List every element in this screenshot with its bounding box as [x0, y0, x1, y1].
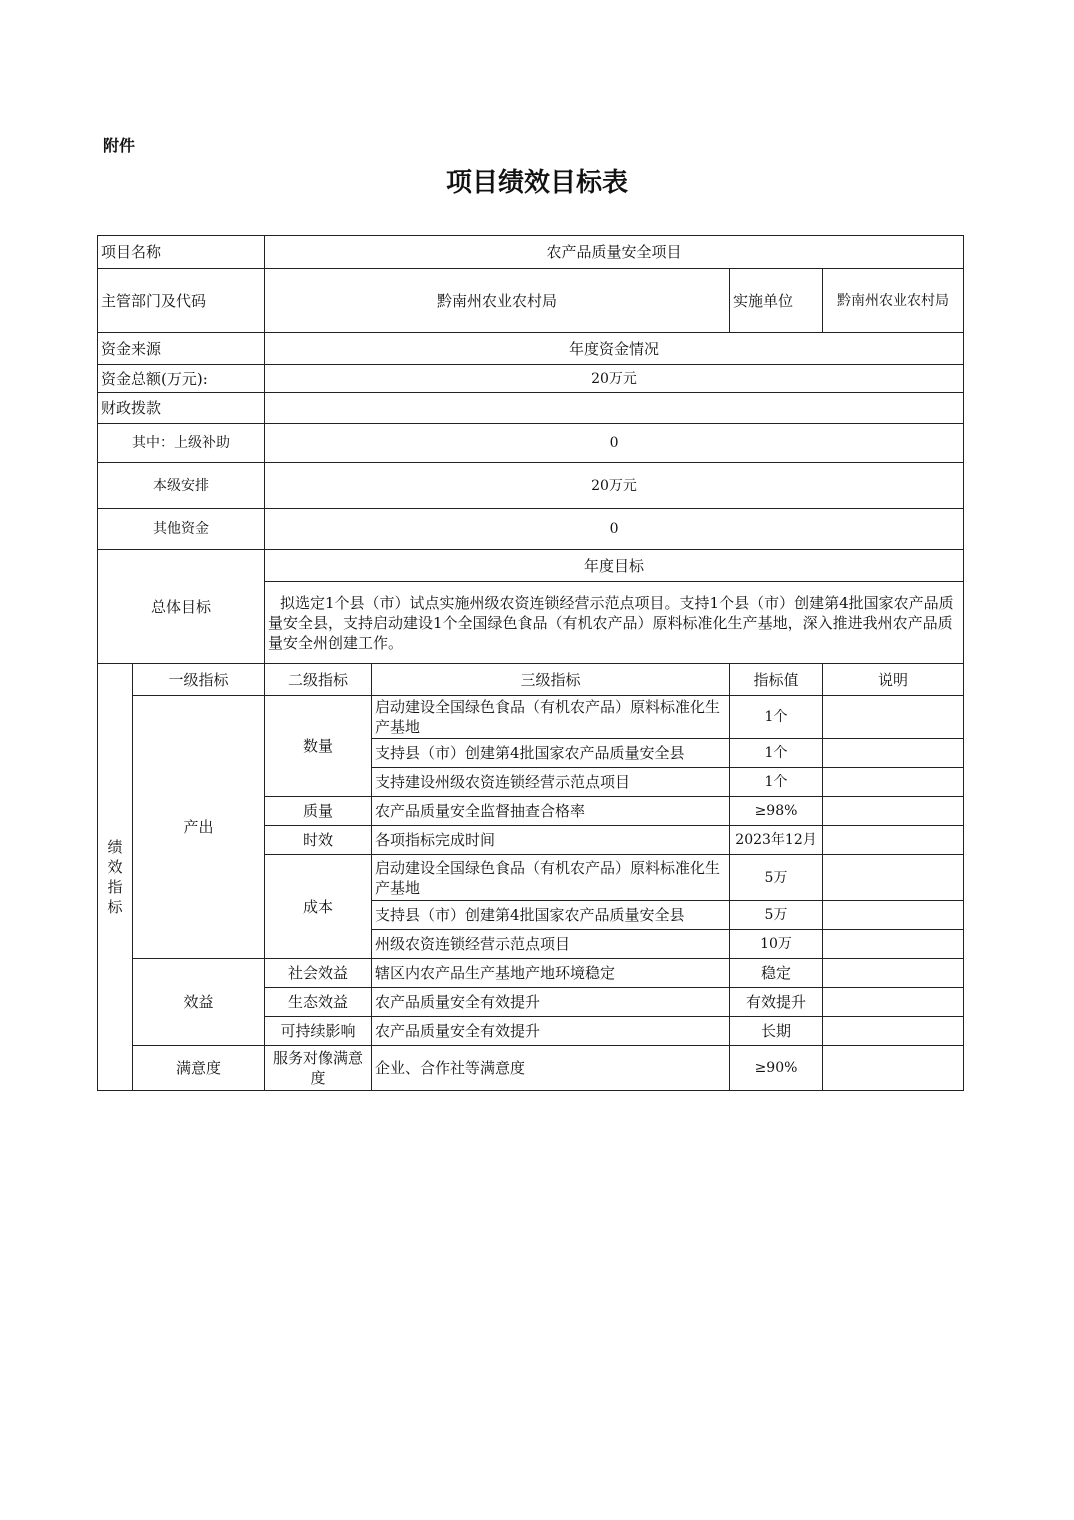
goal-text: 拟选定1个县（市）试点实施州级农资连锁经营示范点项目。支持1个县（市）创建第4批国家农产品质量安全县，支持启动建设1个全国绿色食品（有机农产品）原料标准化生产基地，深入推进我州农产品质量安全州创建工作。 — [265, 582, 964, 664]
note-cell — [823, 959, 964, 988]
department-value: 黔南州农业农村局 — [265, 269, 730, 333]
header-level1: 一级指标 — [133, 664, 265, 696]
row-local-arrangement — [98, 463, 964, 509]
fiscal-label: 财政拨款 — [98, 393, 265, 424]
indicator-section-label — [98, 664, 133, 1091]
other-funds-label: 其他资金 — [98, 509, 265, 550]
level2-ecological: 生态效益 — [265, 988, 372, 1017]
upper-subsidy-label: 其中：上级补助 — [98, 424, 265, 463]
row-fiscal — [98, 393, 964, 424]
level2-cost: 成本 — [265, 855, 372, 959]
row-indicator-header — [98, 664, 964, 696]
level3-cell: 辖区内农产品生产基地产地环境稳定 — [372, 959, 730, 988]
row-year-goal-header — [98, 550, 964, 582]
performance-table — [97, 235, 964, 1091]
level2-timeliness: 时效 — [265, 826, 372, 855]
level3-cell: 支持县（市）创建第4批国家农产品质量安全县 — [372, 901, 730, 930]
department-label: 主管部门及代码 — [98, 269, 265, 333]
value-cell: ≥90% — [730, 1046, 823, 1091]
project-name-label: 项目名称 — [98, 236, 265, 269]
note-cell — [823, 797, 964, 826]
fiscal-value — [265, 393, 964, 424]
level3-cell: 支持县（市）创建第4批国家农产品质量安全县 — [372, 739, 730, 768]
fund-source-value: 年度资金情况 — [265, 333, 964, 365]
level2-service: 服务对像满意度 — [265, 1046, 372, 1091]
unit-label: 实施单位 — [730, 269, 823, 333]
note-cell — [823, 768, 964, 797]
level3-cell: 企业、合作社等满意度 — [372, 1046, 730, 1091]
year-goal-label: 年度目标 — [265, 550, 964, 582]
indicator-section-text: 绩 效 指 标 — [107, 838, 123, 916]
row-fund-total — [98, 365, 964, 393]
row-department — [98, 269, 964, 333]
header-value: 指标值 — [730, 664, 823, 696]
level3-cell: 农产品质量安全监督抽查合格率 — [372, 797, 730, 826]
upper-subsidy-value: 0 — [265, 424, 964, 463]
value-cell: 2023年12月 — [730, 826, 823, 855]
local-arrangement-value: 20万元 — [265, 463, 964, 509]
level3-cell: 支持建设州级农资连锁经营示范点项目 — [372, 768, 730, 797]
value-cell: 5万 — [730, 901, 823, 930]
level2-social: 社会效益 — [265, 959, 372, 988]
level3-cell: 州级农资连锁经营示范点项目 — [372, 930, 730, 959]
value-cell: 长期 — [730, 1017, 823, 1046]
row-upper-subsidy — [98, 424, 964, 463]
value-cell: 1个 — [730, 768, 823, 797]
note-cell — [823, 739, 964, 768]
table-row — [98, 959, 964, 988]
row-project-name — [98, 236, 964, 269]
header-level3: 三级指标 — [372, 664, 730, 696]
attachment-label: 附件 — [103, 136, 136, 155]
level3-cell: 农产品质量安全有效提升 — [372, 1017, 730, 1046]
level3-cell: 启动建设全国绿色食品（有机农产品）原料标准化生产基地 — [372, 696, 730, 739]
value-cell: 1个 — [730, 696, 823, 739]
value-cell: 有效提升 — [730, 988, 823, 1017]
level1-benefit: 效益 — [133, 959, 265, 1046]
note-cell — [823, 988, 964, 1017]
value-cell: 10万 — [730, 930, 823, 959]
fund-source-label: 资金来源 — [98, 333, 265, 365]
note-cell — [823, 1017, 964, 1046]
value-cell: 1个 — [730, 739, 823, 768]
note-cell — [823, 826, 964, 855]
level3-cell: 启动建设全国绿色食品（有机农产品）原料标准化生产基地 — [372, 855, 730, 901]
value-cell: 5万 — [730, 855, 823, 901]
value-cell: ≥98% — [730, 797, 823, 826]
page-title: 项目绩效目标表 — [445, 168, 628, 198]
table-row — [98, 696, 964, 739]
project-name-value: 农产品质量安全项目 — [265, 236, 964, 269]
overall-goal-label: 总体目标 — [98, 550, 265, 664]
header-note: 说明 — [823, 664, 964, 696]
level1-output: 产出 — [133, 696, 265, 959]
local-arrangement-label: 本级安排 — [98, 463, 265, 509]
note-cell — [823, 855, 964, 901]
note-cell — [823, 1046, 964, 1091]
value-cell: 稳定 — [730, 959, 823, 988]
fund-total-label: 资金总额(万元): — [98, 365, 265, 393]
unit-value: 黔南州农业农村局 — [823, 269, 964, 333]
fund-total-value: 20万元 — [265, 365, 964, 393]
level3-cell: 农产品质量安全有效提升 — [372, 988, 730, 1017]
level2-quality: 质量 — [265, 797, 372, 826]
note-cell — [823, 930, 964, 959]
row-fund-source — [98, 333, 964, 365]
level2-quantity: 数量 — [265, 696, 372, 797]
row-other-funds — [98, 509, 964, 550]
level3-cell: 各项指标完成时间 — [372, 826, 730, 855]
level1-satisfaction: 满意度 — [133, 1046, 265, 1091]
table-row — [98, 1046, 964, 1091]
level2-sustainable: 可持续影响 — [265, 1017, 372, 1046]
note-cell — [823, 901, 964, 930]
header-level2: 二级指标 — [265, 664, 372, 696]
note-cell — [823, 696, 964, 739]
other-funds-value: 0 — [265, 509, 964, 550]
